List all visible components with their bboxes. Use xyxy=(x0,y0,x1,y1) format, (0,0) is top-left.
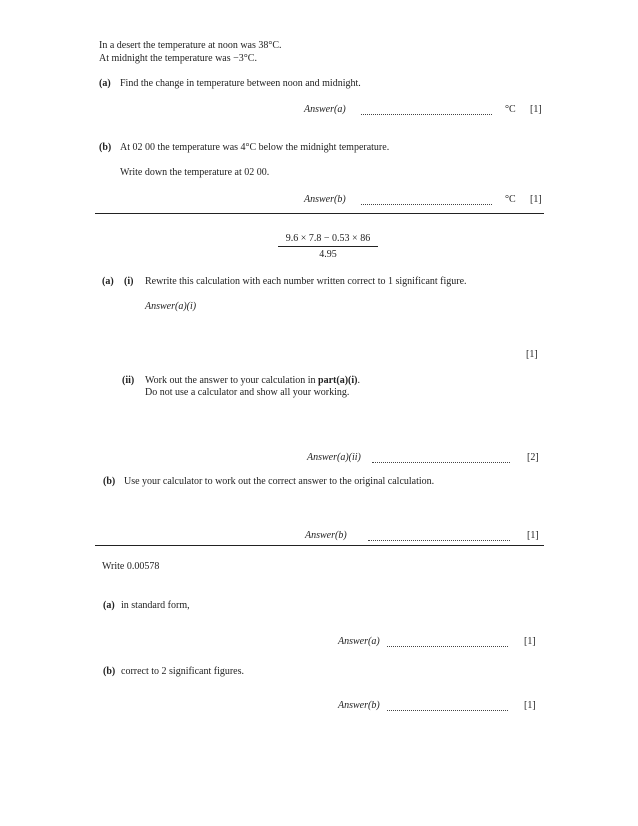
q2-aii-mark: [2] xyxy=(527,452,539,463)
q2-part-ai-label: (i) xyxy=(124,276,134,287)
q2-part-ai-text: Rewrite this calculation with each number written correct to 1 significant figure. xyxy=(145,276,467,287)
q1-a-unit: °C xyxy=(505,104,516,115)
section-divider-2 xyxy=(95,545,544,546)
q2-aii-text-bold: part(a)(i) xyxy=(318,375,358,386)
q2-part-aii-label: (ii) xyxy=(122,375,135,386)
q1-a-answer-line[interactable] xyxy=(361,114,492,115)
q3-a-mark: [1] xyxy=(524,636,536,647)
q1-b-answer-line[interactable] xyxy=(361,204,492,205)
q1-part-b-text2: Write down the temperature at 02 00. xyxy=(120,167,270,178)
q2-part-a-label: (a) xyxy=(102,276,114,287)
q3-part-b-label: (b) xyxy=(103,666,116,677)
q2-aii-text-pre: Work out the answer to your calculation in xyxy=(145,375,319,386)
q3-intro: Write 0.00578 xyxy=(102,561,160,572)
q2-part-b-label: (b) xyxy=(103,476,116,487)
q1-b-unit: °C xyxy=(505,194,516,205)
fraction-denominator: 4.95 xyxy=(319,249,337,260)
q2-ai-answer-label: Answer(a)(i) xyxy=(145,301,197,312)
q3-b-answer-label: Answer(b) xyxy=(338,700,380,711)
q3-part-b-text: correct to 2 significant figures. xyxy=(121,666,245,677)
calculation-fraction xyxy=(278,233,378,261)
fraction-numerator: 9.6 × 7.8 − 0.53 × 86 xyxy=(278,233,378,247)
q1-part-a-label: (a) xyxy=(99,78,111,89)
q3-a-answer-label: Answer(a) xyxy=(338,636,380,647)
q1-b-answer-label: Answer(b) xyxy=(304,194,346,205)
q3-a-answer-line[interactable] xyxy=(387,646,508,647)
q3-part-a-label: (a) xyxy=(103,600,115,611)
q2-aii-answer-line[interactable] xyxy=(372,462,510,463)
q1-intro-line2: At midnight the temperature was −3°C. xyxy=(99,53,257,64)
q2-part-aii-text xyxy=(145,375,360,386)
q2-part-b-text: Use your calculator to work out the correct answer to the original calculation. xyxy=(124,476,435,487)
q1-part-b-label: (b) xyxy=(99,142,112,153)
q2-aii-text-post: . xyxy=(357,375,360,386)
q2-b-mark: [1] xyxy=(527,530,539,541)
q1-part-b-text: At 02 00 the temperature was 4°C below the midnight temperature. xyxy=(120,142,390,153)
q2-b-answer-label: Answer(b) xyxy=(305,530,347,541)
q2-ai-mark: [1] xyxy=(526,349,538,360)
section-divider-1 xyxy=(95,213,544,214)
q2-aii-answer-label: Answer(a)(ii) xyxy=(307,452,361,463)
q3-b-answer-line[interactable] xyxy=(387,710,508,711)
q3-b-mark: [1] xyxy=(524,700,536,711)
q1-b-mark: [1] xyxy=(530,194,542,205)
q2-part-aii-text2: Do not use a calculator and show all your working. xyxy=(145,387,350,398)
q1-a-answer-label: Answer(a) xyxy=(304,104,346,115)
q1-part-a-text: Find the change in temperature between noon and midnight. xyxy=(120,78,361,89)
q1-a-mark: [1] xyxy=(530,104,542,115)
q2-b-answer-line[interactable] xyxy=(368,540,510,541)
q3-part-a-text: in standard form, xyxy=(121,600,190,611)
q1-intro-line1: In a desert the temperature at noon was 38°C. xyxy=(99,40,282,51)
